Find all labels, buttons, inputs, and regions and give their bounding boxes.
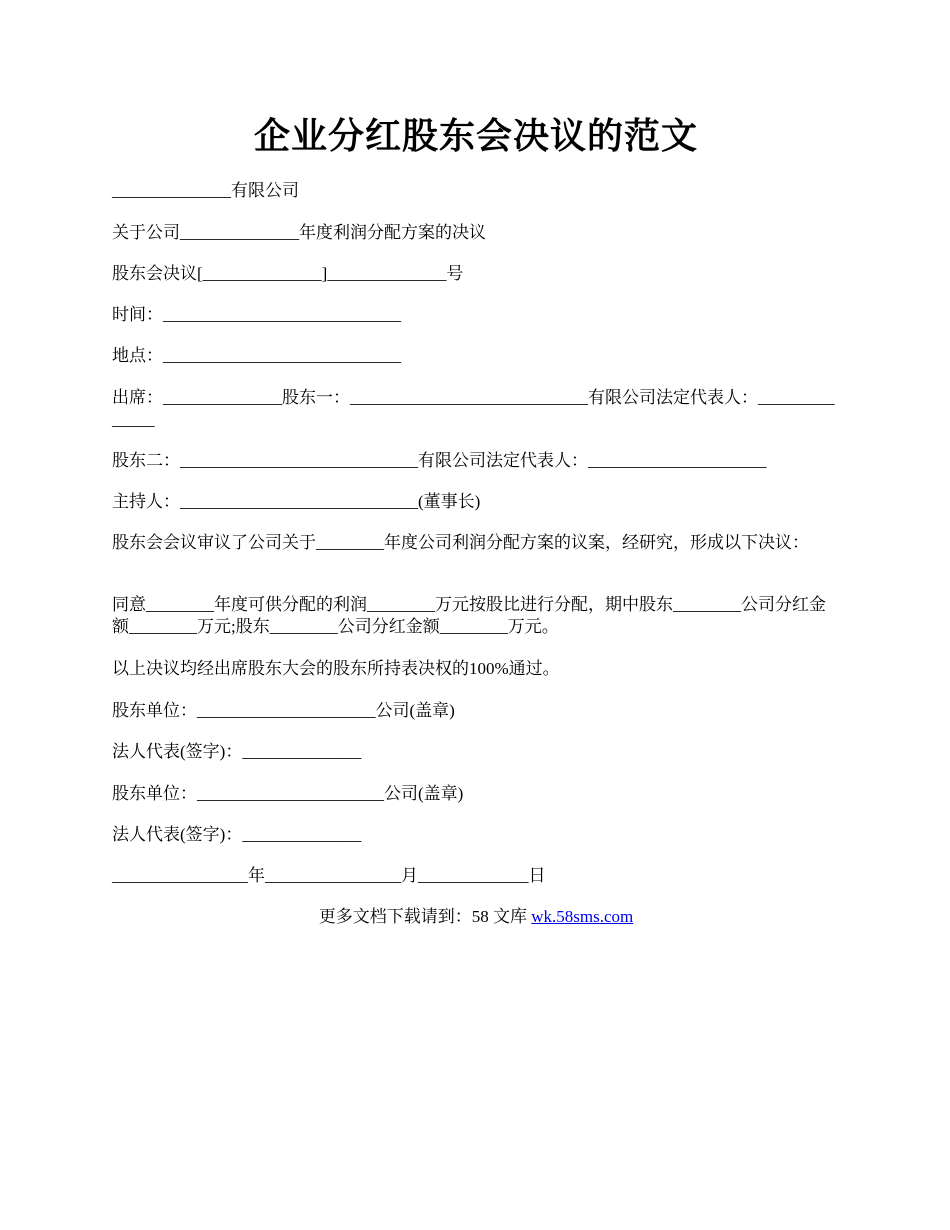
chairperson-line: 主持人：____________________________(董事长) xyxy=(112,492,481,511)
shareholder-unit-line-2: 股东单位：______________________公司(盖章) xyxy=(112,784,464,803)
meeting-review-paragraph: 股东会会议审议了公司关于________年度公司利润分配方案的议案，经研究，形成以下决议： xyxy=(112,533,809,552)
dividend-agreement-paragraph: 同意________年度可供分配的利润________万元按股比进行分配，期中股东________公司分红金额________万元;股东________公司分红金额________万元。 xyxy=(112,595,826,636)
legal-representative-line-2: 法人代表(签字)：______________ xyxy=(112,825,362,844)
time-line: 时间：____________________________ xyxy=(112,305,401,324)
date-line: ________________年________________月_____________日 xyxy=(112,866,546,885)
resolution-number-line: 股东会决议[______________]______________号 xyxy=(112,264,464,283)
document-title: 企业分红股东会决议的范文 xyxy=(253,116,698,156)
legal-representative-line-1: 法人代表(签字)：______________ xyxy=(112,742,362,761)
shareholder-unit-line-1: 股东单位：_____________________公司(盖章) xyxy=(112,701,455,720)
approval-statement: 以上决议均经出席股东大会的股东所持表决权的100%通过。 xyxy=(112,659,560,678)
location-line: 地点：____________________________ xyxy=(112,346,401,365)
footer-text: 更多文档下载请到：58 文库 xyxy=(318,907,532,926)
resolution-subject-line: 关于公司______________年度利润分配方案的决议 xyxy=(112,223,486,242)
footer-link[interactable]: wk.58sms.com xyxy=(531,907,634,926)
attendees-line: 出席：______________股东一：____________________________有限公司法定代表人：______________ xyxy=(112,388,835,429)
download-footer xyxy=(112,906,840,928)
shareholder-two-line: 股东二：____________________________有限公司法定代表人：_____________________ xyxy=(112,451,767,470)
company-name-line: ______________有限公司 xyxy=(112,181,299,200)
